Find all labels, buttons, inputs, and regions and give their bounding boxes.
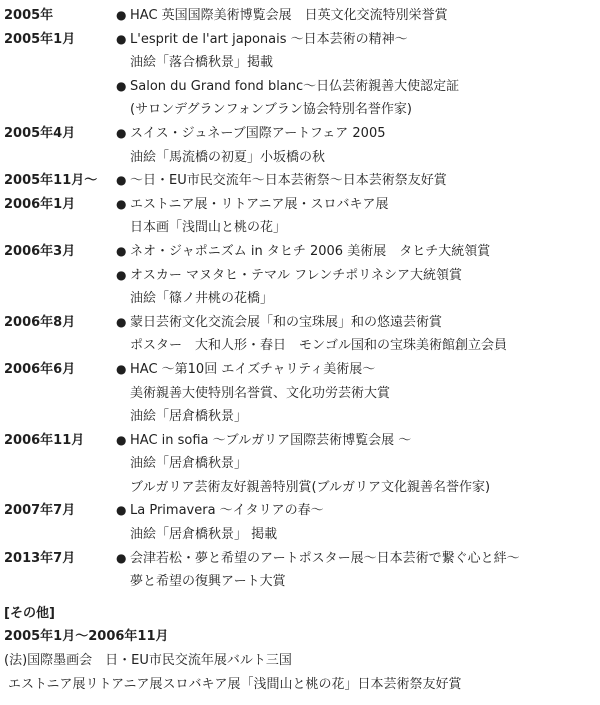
award-list	[4, 4, 600, 594]
award-entry	[4, 28, 600, 122]
other-line: (法)国際墨画会 日・EU市民交流年展バルト三国	[4, 653, 292, 669]
entry-items	[116, 358, 600, 429]
entry-date: 2006年1月	[4, 196, 76, 212]
award-entry	[4, 4, 600, 28]
entry-date: 2005年1月	[4, 31, 76, 47]
award-detail: 油絵「落合橋秋景」掲載	[130, 55, 274, 71]
bullet-icon: ●	[116, 267, 127, 282]
award-item	[116, 264, 600, 311]
entry-items	[116, 547, 600, 594]
award-title: ～日・EU市民交流年～日本芸術祭～日本芸術祭友好賞	[130, 173, 447, 189]
award-entry	[4, 169, 600, 193]
entry-items	[116, 311, 600, 358]
award-detail: 油絵「馬流橋の初夏」小坂橋の秋	[130, 149, 326, 165]
award-detail: ブルガリア芸術友好親善特別賞(ブルガリア文化親善名誉作家)	[130, 479, 491, 495]
award-title: エストニア展・リトアニア展・スロバキア展	[130, 196, 389, 212]
bullet-icon: ●	[116, 550, 127, 565]
entry-items	[116, 28, 600, 122]
entry-items	[116, 499, 600, 546]
entry-date: 2006年8月	[4, 314, 76, 330]
award-title: HAC ～第10回 エイズチャリティ美術展～	[130, 361, 376, 377]
other-section	[4, 602, 600, 696]
entry-date: 2005年11月～	[4, 173, 98, 189]
entry-items	[116, 4, 600, 28]
award-detail: 油絵「居倉橋秋景」 掲載	[130, 527, 278, 543]
award-title: Salon du Grand fond blanc～日仏芸術親善大使認定証	[130, 78, 460, 94]
award-entry	[4, 122, 600, 169]
award-entry	[4, 429, 600, 500]
award-entry	[4, 547, 600, 594]
award-item	[116, 547, 600, 594]
entry-date: 2006年3月	[4, 243, 76, 259]
bullet-icon: ●	[116, 8, 127, 22]
award-item	[116, 311, 600, 358]
entry-date: 2006年11月	[4, 432, 85, 448]
bullet-icon: ●	[116, 78, 127, 93]
award-title: スイス・ジュネーブ国際アートフェア 2005	[130, 125, 386, 141]
bullet-icon: ●	[116, 361, 127, 376]
award-title: L'esprit de l'art japonais ～日本芸術の精神～	[130, 31, 408, 47]
award-detail: 油絵「篠ノ井桃の花橋」	[130, 291, 274, 307]
award-item	[116, 28, 600, 75]
award-detail: 夢と希望の復興アート大賞	[130, 574, 286, 590]
award-title: ネオ・ジャポニズム in タヒチ 2006 美術展 タヒチ大統領賞	[130, 243, 491, 259]
award-title: オスカー マヌタヒ・テマル フレンチポリネシア大統領賞	[130, 267, 463, 283]
bullet-icon: ●	[116, 503, 127, 518]
entry-date: 2005年	[4, 8, 54, 23]
entry-date: 2013年7月	[4, 550, 76, 566]
award-item	[116, 358, 600, 429]
award-detail: 日本画「浅間山と桃の花」	[130, 220, 287, 236]
award-item	[116, 429, 600, 500]
entry-date: 2005年4月	[4, 125, 76, 141]
bullet-icon: ●	[116, 314, 127, 329]
bullet-icon: ●	[116, 31, 127, 46]
award-item	[116, 75, 600, 122]
award-item	[116, 499, 600, 546]
entry-items	[116, 429, 600, 500]
award-detail: (サロンデグランフォンブラン協会特別名誉作家)	[130, 102, 412, 118]
entry-items	[116, 122, 600, 169]
award-entry	[4, 240, 600, 311]
award-title: La Primavera ～イタリアの春～	[130, 503, 324, 519]
bullet-icon: ●	[116, 125, 127, 140]
award-detail: 油絵「居倉橋秋景」	[130, 409, 248, 425]
bullet-icon: ●	[116, 243, 127, 258]
award-item	[116, 4, 600, 28]
award-detail: 美術親善大使特別名誉賞、文化功労芸術大賞	[130, 385, 391, 401]
award-detail: ポスター 大和人形・春日 モンゴル国和の宝珠美術館創立会員	[130, 338, 508, 354]
award-title: HAC in sofia ～ブルガリア国際芸術博覧会展 ～	[130, 432, 412, 448]
bullet-icon: ●	[116, 432, 127, 447]
other-heading: [その他]	[4, 605, 55, 621]
award-entry	[4, 358, 600, 429]
award-entry	[4, 311, 600, 358]
other-line: エストニア展リトアニア展スロバキア展「浅間山と桃の花」日本芸術祭友好賞	[8, 676, 462, 692]
bullet-icon: ●	[116, 196, 127, 211]
entry-date: 2007年7月	[4, 503, 76, 519]
entry-items	[116, 193, 600, 240]
award-entry	[4, 499, 600, 546]
bullet-icon: ●	[116, 173, 127, 188]
other-period: 2005年1月～2006年11月	[4, 629, 169, 645]
entry-date: 2006年6月	[4, 361, 76, 377]
award-title: HAC 英国国際美術博覧会展 日英文化交流特別栄誉賞	[130, 8, 448, 23]
award-title: 会津若松・夢と希望のアートポスター展～日本芸術で繋ぐ心と絆～	[130, 550, 520, 566]
award-item	[116, 240, 600, 264]
entry-items	[116, 240, 600, 311]
entry-items	[116, 169, 600, 193]
award-item	[116, 193, 600, 240]
award-item	[116, 169, 600, 193]
award-entry	[4, 193, 600, 240]
award-detail: 油絵「居倉橋秋景」	[130, 456, 248, 472]
award-item	[116, 122, 600, 169]
award-title: 蒙日芸術文化交流会展「和の宝珠展」和の悠遠芸術賞	[130, 314, 443, 330]
